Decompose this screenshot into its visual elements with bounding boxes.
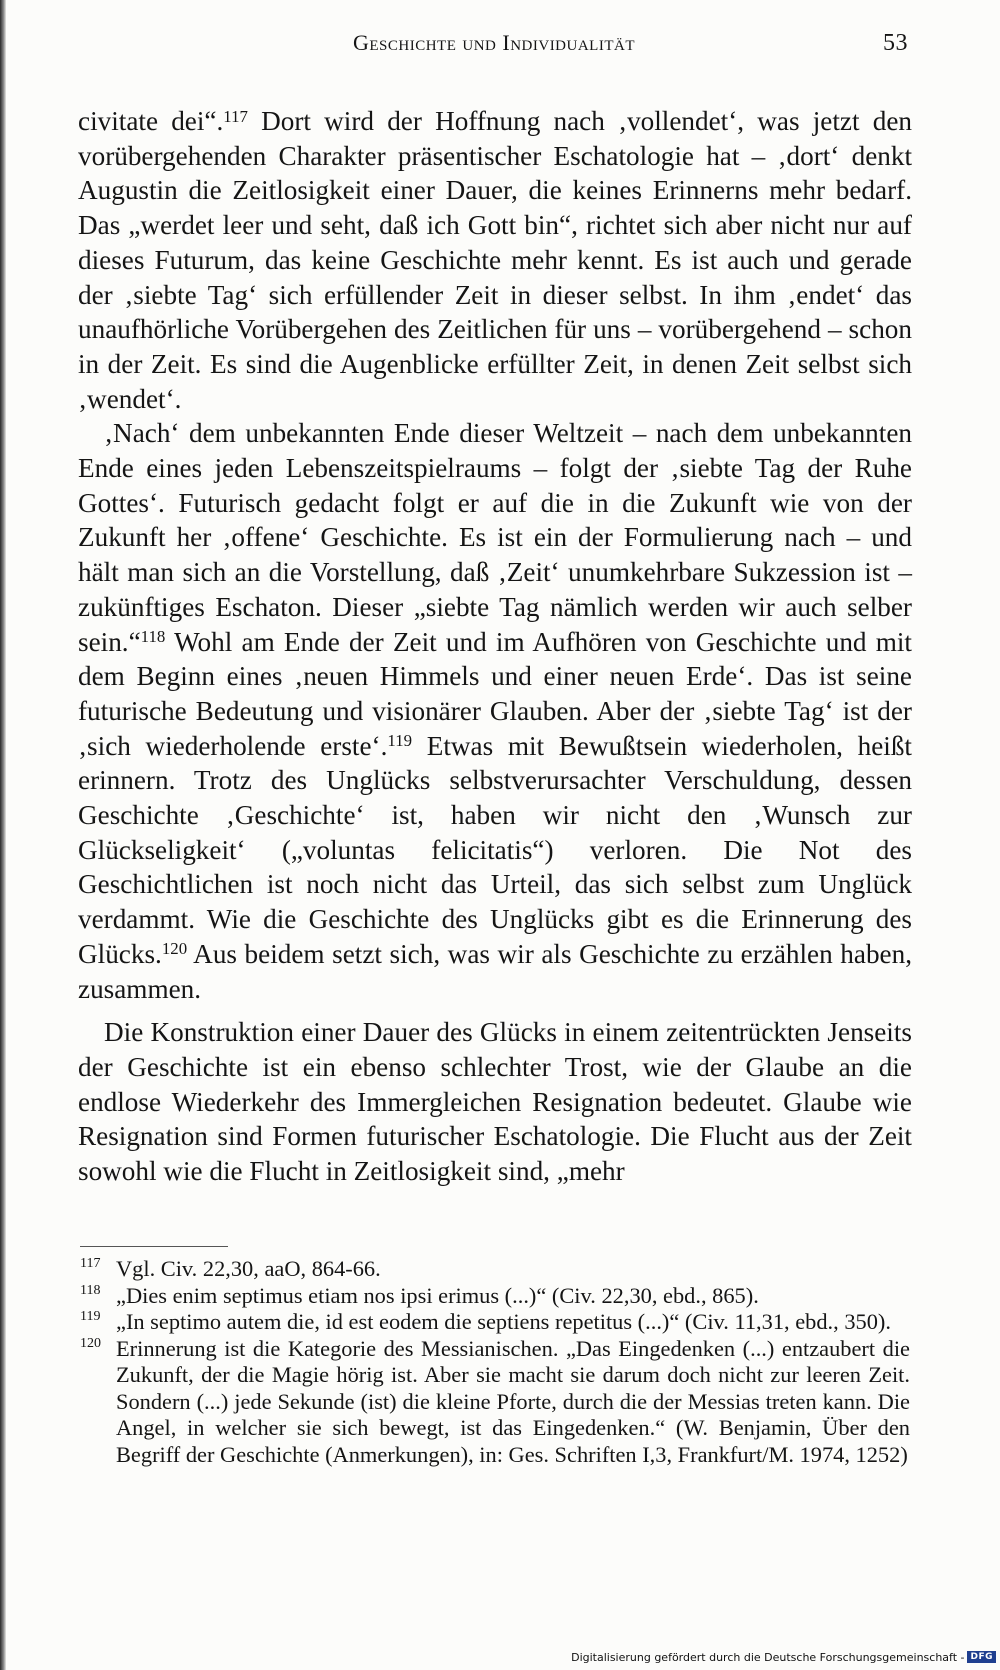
paragraph-text: Dort wird der Hoffnung nach ‚vollendet‘, was jetzt den vorübergehenden Charakter präsentischer Eschatologie hat – ‚dort‘ denkt Augustin die Zeitlosigkeit einer Dauer, die keines Erinnerns mehr bedarf. Das „werdet leer und seht, daß ich Gott bin“, richtet sich aber nicht nur auf dieses Futurum, das keine Geschichte mehr kennt. Es ist auch und gerade der ‚siebte Tag‘ sich erfüllender Zeit in dieser selbst. In ihm ‚endet‘ das unaufhörliche Vorübergehen des Zeitlichen für uns – vorübergehend – schon in der Zeit. Es sind die Augenblicke erfüllter Zeit, in denen Zeit selbst sich ‚wendet‘. [78, 106, 912, 414]
footnote-number: 120 [80, 1335, 101, 1351]
digitization-credit [571, 1648, 996, 1666]
running-head-title: Geschichte und Individualität [352, 30, 635, 55]
footnote [80, 1336, 910, 1469]
paragraph-text: ‚Nach‘ dem unbekannten Ende dieser Weltzeit – nach dem unbekannten Ende eines jeden Lebenszeitspielraums – folgt der ‚siebte Tag der Ruhe Gottes‘. Futurisch gedacht folgt er auf die in die Zukunft wie von der Zukunft her ‚offene‘ Geschichte. Es ist ein der Formulierung nach – und hält man sich an die Vorstellung, daß ‚Zeit‘ unumkehrbare Sukzession ist – zukünftiges Eschaton. Dieser „siebte Tag nämlich werden wir auch selber sein.“ [78, 418, 912, 657]
paragraph-text: Wohl am Ende der Zeit und im Aufhören von Geschichte und mit dem Beginn eines ‚neuen Himmels und einer neuen Erde‘. Das ist seine futurische Bedeutung und visionärer Glauben. Aber der ‚siebte Tag‘ ist der ‚sich wiederholende erste‘. [78, 626, 912, 761]
paragraph [78, 104, 912, 416]
credit-text: Digitalisierung gefördert durch die Deutsche Forschungsgemeinschaft - [571, 1650, 965, 1664]
body-text [78, 104, 912, 1189]
footnote-text: Erinnerung ist die Kategorie des Messianischen. „Das Eingedenken (...) entzaubert die Zukunft, der die Magie hörig ist. Aber sie macht sie darum doch nicht zur leeren Zeit. Sondern (...) jede Sekunde (ist) die kleine Pforte, durch die der Messias treten kann. Die Angel, in welcher sie sich bewegt, ist das Eingedenken.“ (W. Benjamin, Über den Begriff der Geschichte (Anmerkungen), in: Ges. Schriften I,3, Frankfurt/M. 1974, 1252) [116, 1335, 910, 1467]
footnote-marker[interactable]: 118 [140, 627, 166, 647]
paragraph-text: Die Konstruktion einer Dauer des Glücks in einem zeitentrückten Jenseits der Geschichte ist ein ebenso schlechter Trost, wie der Glaube an die endlose Wiederkehr des Immergleichen Resignation bedeutet. Glaube wie Resignation sind Formen futurischer Eschatologie. Die Flucht aus der Zeit sowohl wie die Flucht in Zeitlosigkeit sind, „mehr [78, 1017, 912, 1187]
paragraph-text: civitate dei“. [78, 106, 224, 136]
running-head [80, 30, 908, 64]
footnote-number: 118 [80, 1282, 101, 1298]
paragraph-text: Aus beidem setzt sich, was wir als Geschichte zu erzählen haben, zusammen. [78, 938, 912, 1004]
footnote [80, 1283, 910, 1310]
dfg-logo: DFG [967, 1651, 996, 1663]
footnote-number: 119 [80, 1309, 101, 1324]
page-number: 53 [883, 30, 908, 56]
footnote-marker[interactable]: 117 [223, 106, 248, 126]
footnote-marker[interactable]: 120 [161, 939, 188, 959]
footnote-marker[interactable]: 119 [387, 731, 413, 751]
footnote [80, 1309, 910, 1336]
paragraph-text: Etwas mit Bewußtsein wiederholen, heißt erinnern. Trotz des Unglücks selbstverursachter Verschuldung, dessen Geschichte ‚Geschichte‘ ist, haben wir nicht den ‚Wunsch zur Glückseligkeit‘ („voluntas felicitatis“) verloren. Die Not des Geschichtlichen ist noch nicht das Urteil, das sich selbst zum Unglück verdammt. Wie die Geschichte des Unglücks gibt es die Erinnerung des Glücks. [78, 730, 912, 969]
footnotes [80, 1256, 910, 1468]
footnote-text: „Dies enim septimus etiam nos ipsi erimus (...)“ (Civ. 22,30, ebd., 865). [116, 1282, 759, 1308]
book-spine-shadow [0, 0, 6, 1670]
footnote-number: 117 [80, 1256, 101, 1271]
footnote-text: „In septimo autem die, id est eodem die septiens repetitus (...)“ (Civ. 11,31, ebd., 350). [116, 1309, 891, 1334]
paragraph [78, 416, 912, 1006]
footnote-text: Vgl. Civ. 22,30, aaO, 864-66. [116, 1256, 381, 1281]
paragraph [78, 1015, 912, 1189]
footnote-separator [80, 1246, 228, 1247]
footnote [80, 1256, 910, 1283]
